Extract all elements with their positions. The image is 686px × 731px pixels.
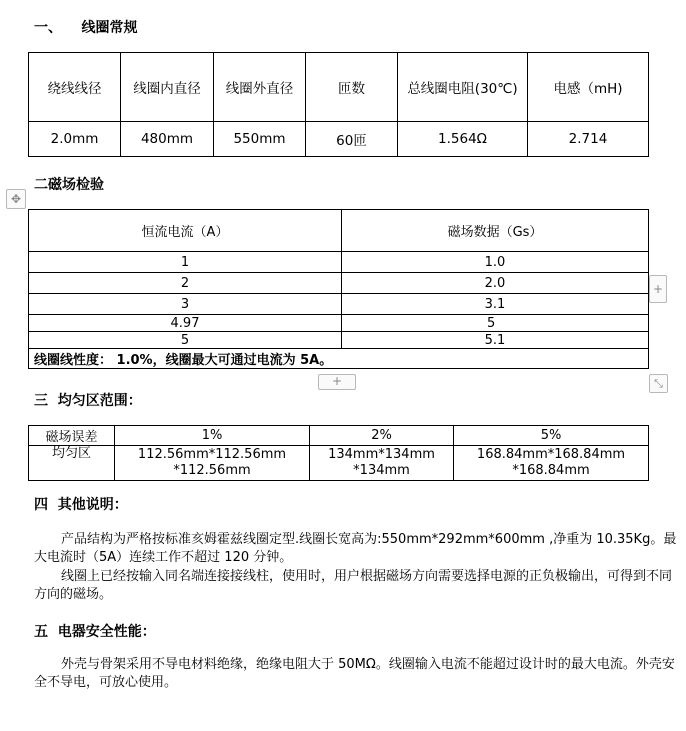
field-cell: 5 <box>342 315 649 332</box>
magnetic-field-table <box>28 209 649 369</box>
dimension-line: 112.56mm*112.56mm <box>137 447 287 462</box>
dimension-line: *134mm <box>353 463 410 478</box>
header-1pct: 1% <box>115 426 310 446</box>
header-resistance: 总线圈电阻(30℃) <box>398 53 528 122</box>
current-cell: 2 <box>29 273 342 294</box>
header-wire-diameter: 绕线线径 <box>29 53 121 122</box>
add-row-button[interactable] <box>318 374 356 390</box>
value-outer-diameter: 550mm <box>214 122 306 157</box>
dimension-line: *168.84mm <box>512 463 590 478</box>
coil-spec-table <box>28 52 649 157</box>
uniform-zone-1pct <box>115 446 310 481</box>
header-2pct: 2% <box>310 426 454 446</box>
value-wire-diameter: 2.0mm <box>29 122 121 157</box>
section2-heading: 二磁场检验 <box>34 177 104 193</box>
current-cell: 4.97 <box>29 315 342 332</box>
value-resistance: 1.564Ω <box>398 122 528 157</box>
section3-heading: 三 均匀区范围： <box>34 393 142 409</box>
current-cell: 5 <box>29 332 342 349</box>
plus-icon: + <box>652 282 664 296</box>
value-inductance: 2.714 <box>528 122 649 157</box>
linearity-note: 线圈线性度： 1.0%，线圈最大可通过电流为 5A。 <box>29 349 649 369</box>
uniform-zone-2pct <box>310 446 454 481</box>
field-cell: 3.1 <box>342 294 649 315</box>
header-outer-diameter: 线圈外直径 <box>214 53 306 122</box>
section1-heading: 一、 线圈常规 <box>34 20 138 36</box>
plus-icon: + <box>331 374 343 388</box>
terminal-paragraph <box>34 568 679 604</box>
value-inner-diameter: 480mm <box>121 122 214 157</box>
header-field-error: 磁场误差 <box>29 426 115 446</box>
value-turns: 60匝 <box>306 122 398 157</box>
safety-paragraph <box>34 656 679 692</box>
move-arrows-icon: ✥ <box>10 192 22 206</box>
add-column-button[interactable] <box>649 275 667 303</box>
header-turns: 匝数 <box>306 53 398 122</box>
safety-text: 外壳与骨架采用不导电材料绝缘，绝缘电阻大于 50MΩ。线圈输入电流不能超过设计时的最大电流。外壳安全不导电，可放心使用。 <box>34 657 675 690</box>
section4-heading: 四 其他说明： <box>34 497 128 513</box>
structure-text: 产品结构为严格按标准亥姆霍兹线圈定型.线圈长宽高为:550mm*292mm*600mm ,净重为 10.35Kg。最大电流时（5A）连续工作不超过 120 分钟。 <box>34 532 677 565</box>
header-constant-current: 恒流电流（A） <box>29 210 342 252</box>
field-cell: 2.0 <box>342 273 649 294</box>
terminal-text: 线圈上已经按输入同名端连接接线柱，使用时，用户根据磁场方向需要选择电源的正负极输出，可得到不同方向的磁场。 <box>34 569 673 602</box>
dimension-line: 168.84mm*168.84mm <box>476 447 626 462</box>
current-cell: 1 <box>29 252 342 273</box>
uniform-zone-5pct <box>454 446 649 481</box>
current-cell: 3 <box>29 294 342 315</box>
header-5pct: 5% <box>454 426 649 446</box>
structure-paragraph <box>34 531 679 567</box>
header-inductance: 电感（mH) <box>528 53 649 122</box>
header-inner-diameter: 线圈内直径 <box>121 53 214 122</box>
table-resize-handle[interactable] <box>649 374 668 393</box>
dimension-line: 134mm*134mm <box>328 447 435 462</box>
header-field-data: 磁场数据（Gs） <box>342 210 649 252</box>
section5-heading: 五 电器安全性能： <box>34 624 156 640</box>
field-cell: 1.0 <box>342 252 649 273</box>
field-cell: 5.1 <box>342 332 649 349</box>
dimension-line: *112.56mm <box>173 463 251 478</box>
table-move-handle[interactable] <box>6 189 26 209</box>
uniform-zone-label: 均匀区 <box>29 446 115 481</box>
uniform-zone-table <box>28 425 649 481</box>
diagonal-resize-icon: ⤡ <box>654 377 663 390</box>
